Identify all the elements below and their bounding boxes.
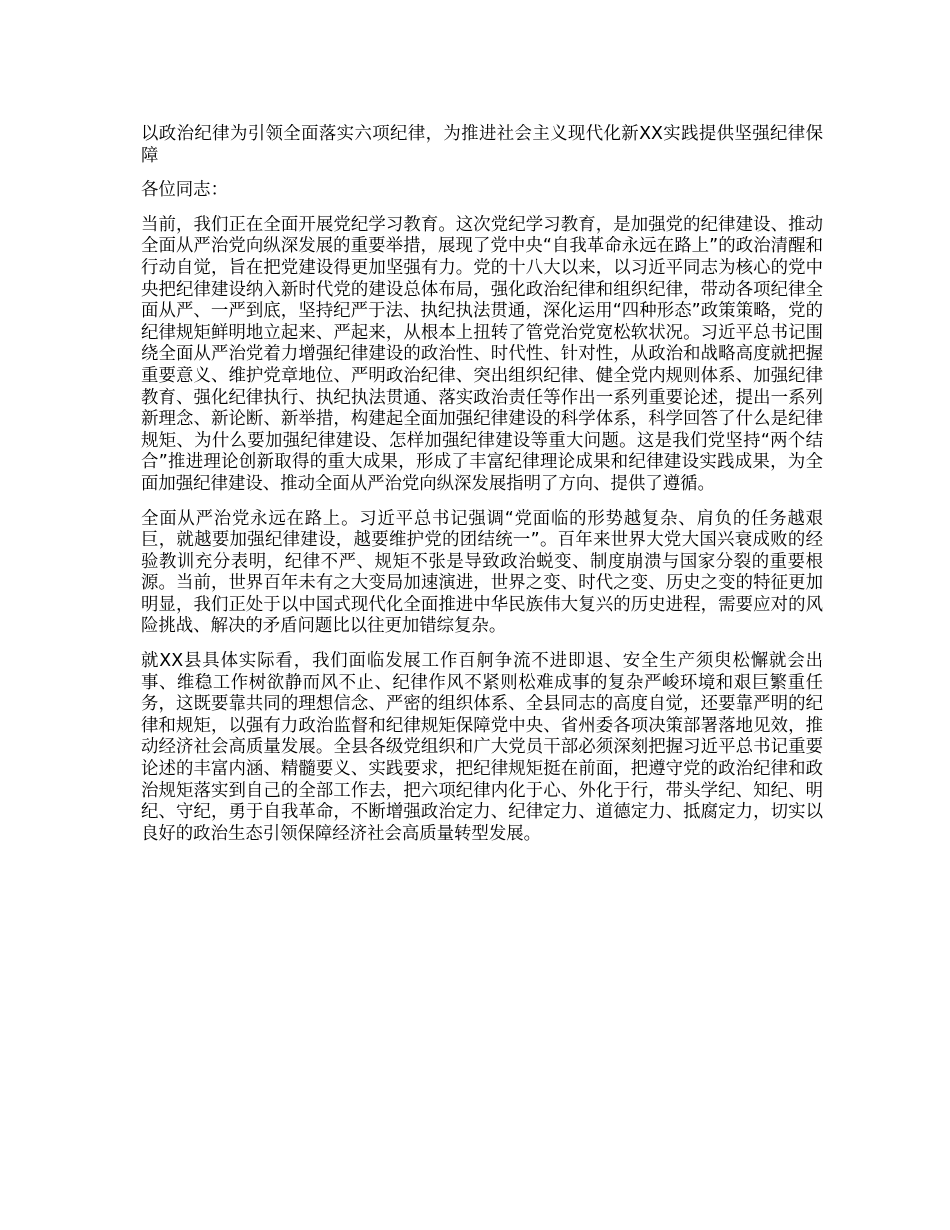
paragraph-3: 就XX县具体实际看，我们面临发展工作百舸争流不进即退、安全生产须臾松懈就会出事、维稳工作树欲静而风不止、纪律作风不紧则松难成事的复杂严峻环境和艰巨繁重任务，这既要靠共同的理想信念、严密的组织体系、全县同志的高度自觉，还要靠严明的纪律和规矩，以强有力政治监督和纪律规矩保障党中央、省州委各项决策部署落地见效，推动经济社会高质量发展。全县各级党组织和广大党员干部必须深刻把握习近平总书记重要论述的丰富内涵、精髓要义、实践要求，把纪律规矩挺在前面，把遵守党的政治纪律和政治规矩落实到自己的全部工作去，把六项纪律内化于心、外化于行，带头学纪、知纪、明纪、守纪，勇于自我革命，不断增强政治定力、纪律定力、道德定力、抵腐定力，切实以良好的政治生态引领保障经济社会高质量转型发展。 — [141, 651, 823, 844]
paragraph-2: 全面从严治党永远在路上。习近平总书记强调“党面临的形势越复杂、肩负的任务越艰巨，就越要加强纪律建设，越要维护党的团结统一”。百年来世界大党大国兴衰成败的经验教训充分表明，纪律不严、规矩不张是导致政治蜕变、制度崩溃与国家分裂的重要根源。当前，世界百年未有之大变局加速演进，世界之变、时代之变、历史之变的特征更加明显，我们正处于以中国式现代化全面推进中华民族伟大复兴的历史进程，需要应对的风险挑战、解决的矛盾问题比以往更加错综复杂。 — [141, 508, 823, 637]
salutation: 各位同志： — [141, 180, 228, 201]
document-body — [141, 124, 823, 858]
paragraph-1: 当前，我们正在全面开展党纪学习教育。这次党纪学习教育，是加强党的纪律建设、推动全面从严治党向纵深发展的重要举措，展现了党中央“自我革命永远在路上”的政治清醒和行动自觉，旨在把党建设得更加坚强有力。党的十八大以来，以习近平同志为核心的党中央把纪律建设纳入新时代党的建设总体布局，强化政治纪律和组织纪律，带动各项纪律全面从严、一严到底，坚持纪严于法、执纪执法贯通，深化运用“四种形态”政策策略，党的纪律规矩鲜明地立起来、严起来，从根本上扭转了管党治党宽松软状况。习近平总书记围绕全面从严治党着力增强纪律建设的政治性、时代性、针对性，从政治和战略高度就把握重要意义、维护党章地位、严明政治纪律、突出组织纪律、健全党内规则体系、加强纪律教育、强化纪律执行、执纪执法贯通、落实政治责任等作出一系列重要论述，提出一系列新理念、新论断、新举措，构建起全面加强纪律建设的科学体系，科学回答了什么是纪律规矩、为什么要加强纪律建设、怎样加强纪律建设等重大问题。这是我们党坚持“两个结合”推进理论创新取得的重大成果，形成了丰富纪律理论成果和纪律建设实践成果，为全面加强纪律建设、推动全面从严治党向纵深发展指明了方向、提供了遵循。 — [141, 214, 823, 494]
document-title: 以政治纪律为引领全面落实六项纪律，为推进社会主义现代化新XX实践提供坚强纪律保障 — [141, 124, 823, 166]
